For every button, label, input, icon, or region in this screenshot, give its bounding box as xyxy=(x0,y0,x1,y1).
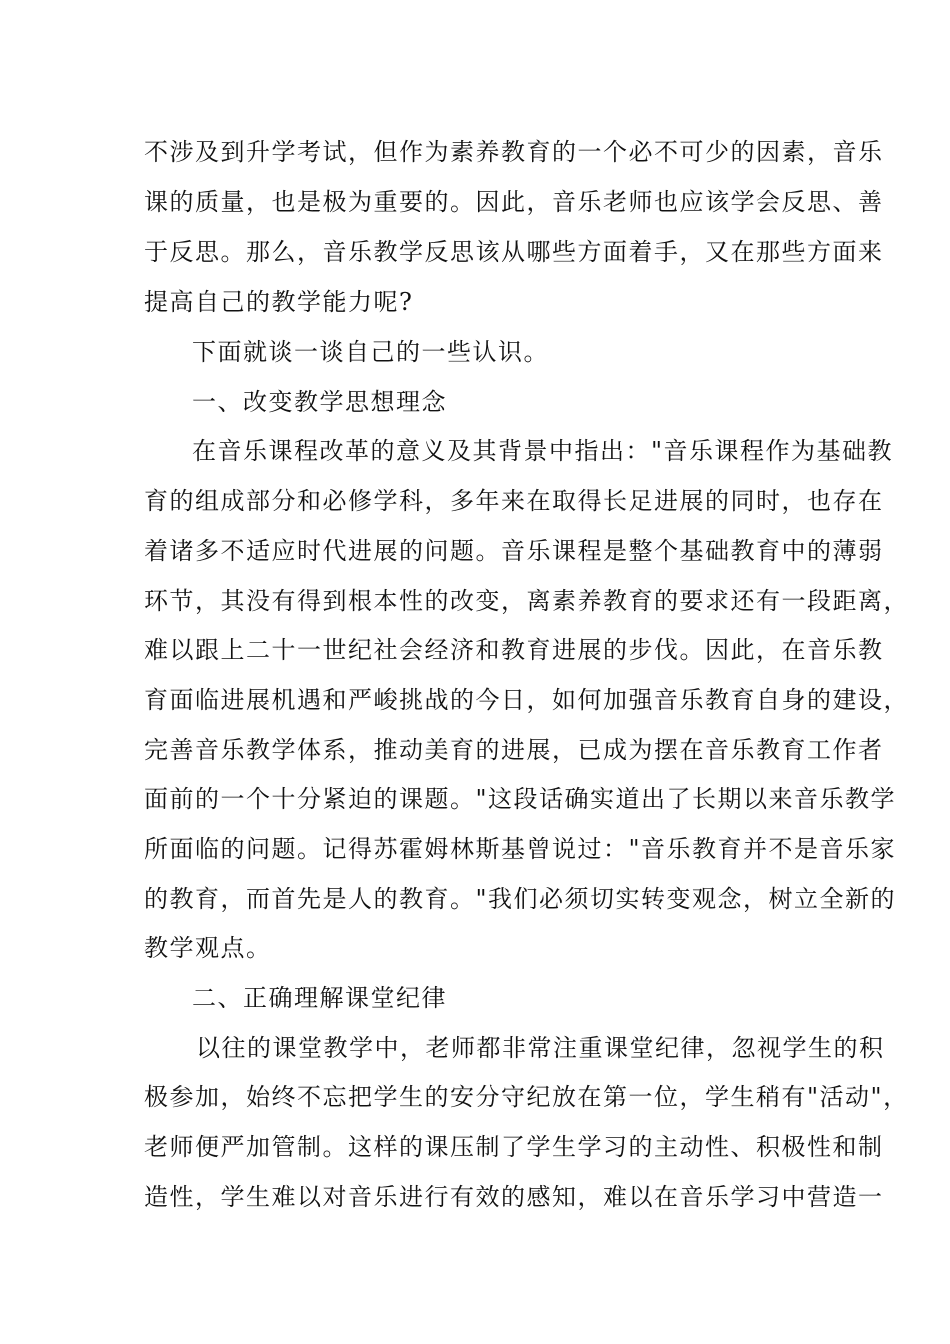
paragraph-line: 在音乐课程改革的意义及其背景中指出："音乐课程作为基础教 xyxy=(192,437,894,465)
section-heading: 一、改变教学思想理念 xyxy=(192,388,447,416)
paragraph-line: 着诸多不适应时代进展的问题。音乐课程是整个基础教育中的薄弱 xyxy=(144,537,884,565)
paragraph-line: 于反思。那么，音乐教学反思该从哪些方面着手，又在那些方面来 xyxy=(144,238,884,266)
paragraph-line: 教学观点。 xyxy=(144,934,272,962)
paragraph-line: 造性，学生难以对音乐进行有效的感知，难以在音乐学习中营造一 xyxy=(144,1183,884,1211)
paragraph-line: 环节，其没有得到根本性的改变，离素养教育的要求还有一段距离， xyxy=(144,587,909,615)
section-heading: 二、正确理解课堂纪律 xyxy=(192,984,447,1012)
paragraph-line: 下面就谈一谈自己的一些认识。 xyxy=(192,338,549,366)
paragraph-line: 难以跟上二十一世纪社会经济和教育进展的步伐。因此，在音乐教 xyxy=(144,636,884,664)
paragraph-line: 育面临进展机遇和严峻挑战的今日，如何加强音乐教育自身的建设， xyxy=(144,686,909,714)
paragraph-line: 课的质量，也是极为重要的。因此，音乐老师也应该学会反思、善 xyxy=(144,188,884,216)
paragraph-line: 提高自己的教学能力呢? xyxy=(144,288,414,316)
paragraph-line: 极参加，始终不忘把学生的安分守纪放在第一位，学生稍有"活动"， xyxy=(144,1083,909,1111)
paragraph-line: 完善音乐教学体系，推动美育的进展，已成为摆在音乐教育工作者 xyxy=(144,736,884,764)
paragraph-line: 所面临的问题。记得苏霍姆林斯基曾说过："音乐教育并不是音乐家 xyxy=(144,835,897,863)
paragraph-line: 不涉及到升学考试，但作为素养教育的一个必不可少的因素，音乐 xyxy=(144,138,884,166)
paragraph-line: 育的组成部分和必修学科，多年来在取得长足进展的同时，也存在 xyxy=(144,487,884,515)
paragraph-line: 以往的课堂教学中，老师都非常注重课堂纪律，忽视学生的积 xyxy=(196,1034,885,1062)
paragraph-line: 面前的一个十分紧迫的课题。"这段话确实道出了长期以来音乐教学 xyxy=(144,785,897,813)
paragraph-line: 的教育，而首先是人的教育。"我们必须切实转变观念，树立全新的 xyxy=(144,885,897,913)
paragraph-line: 老师便严加管制。这样的课压制了学生学习的主动性、积极性和制 xyxy=(144,1133,884,1161)
